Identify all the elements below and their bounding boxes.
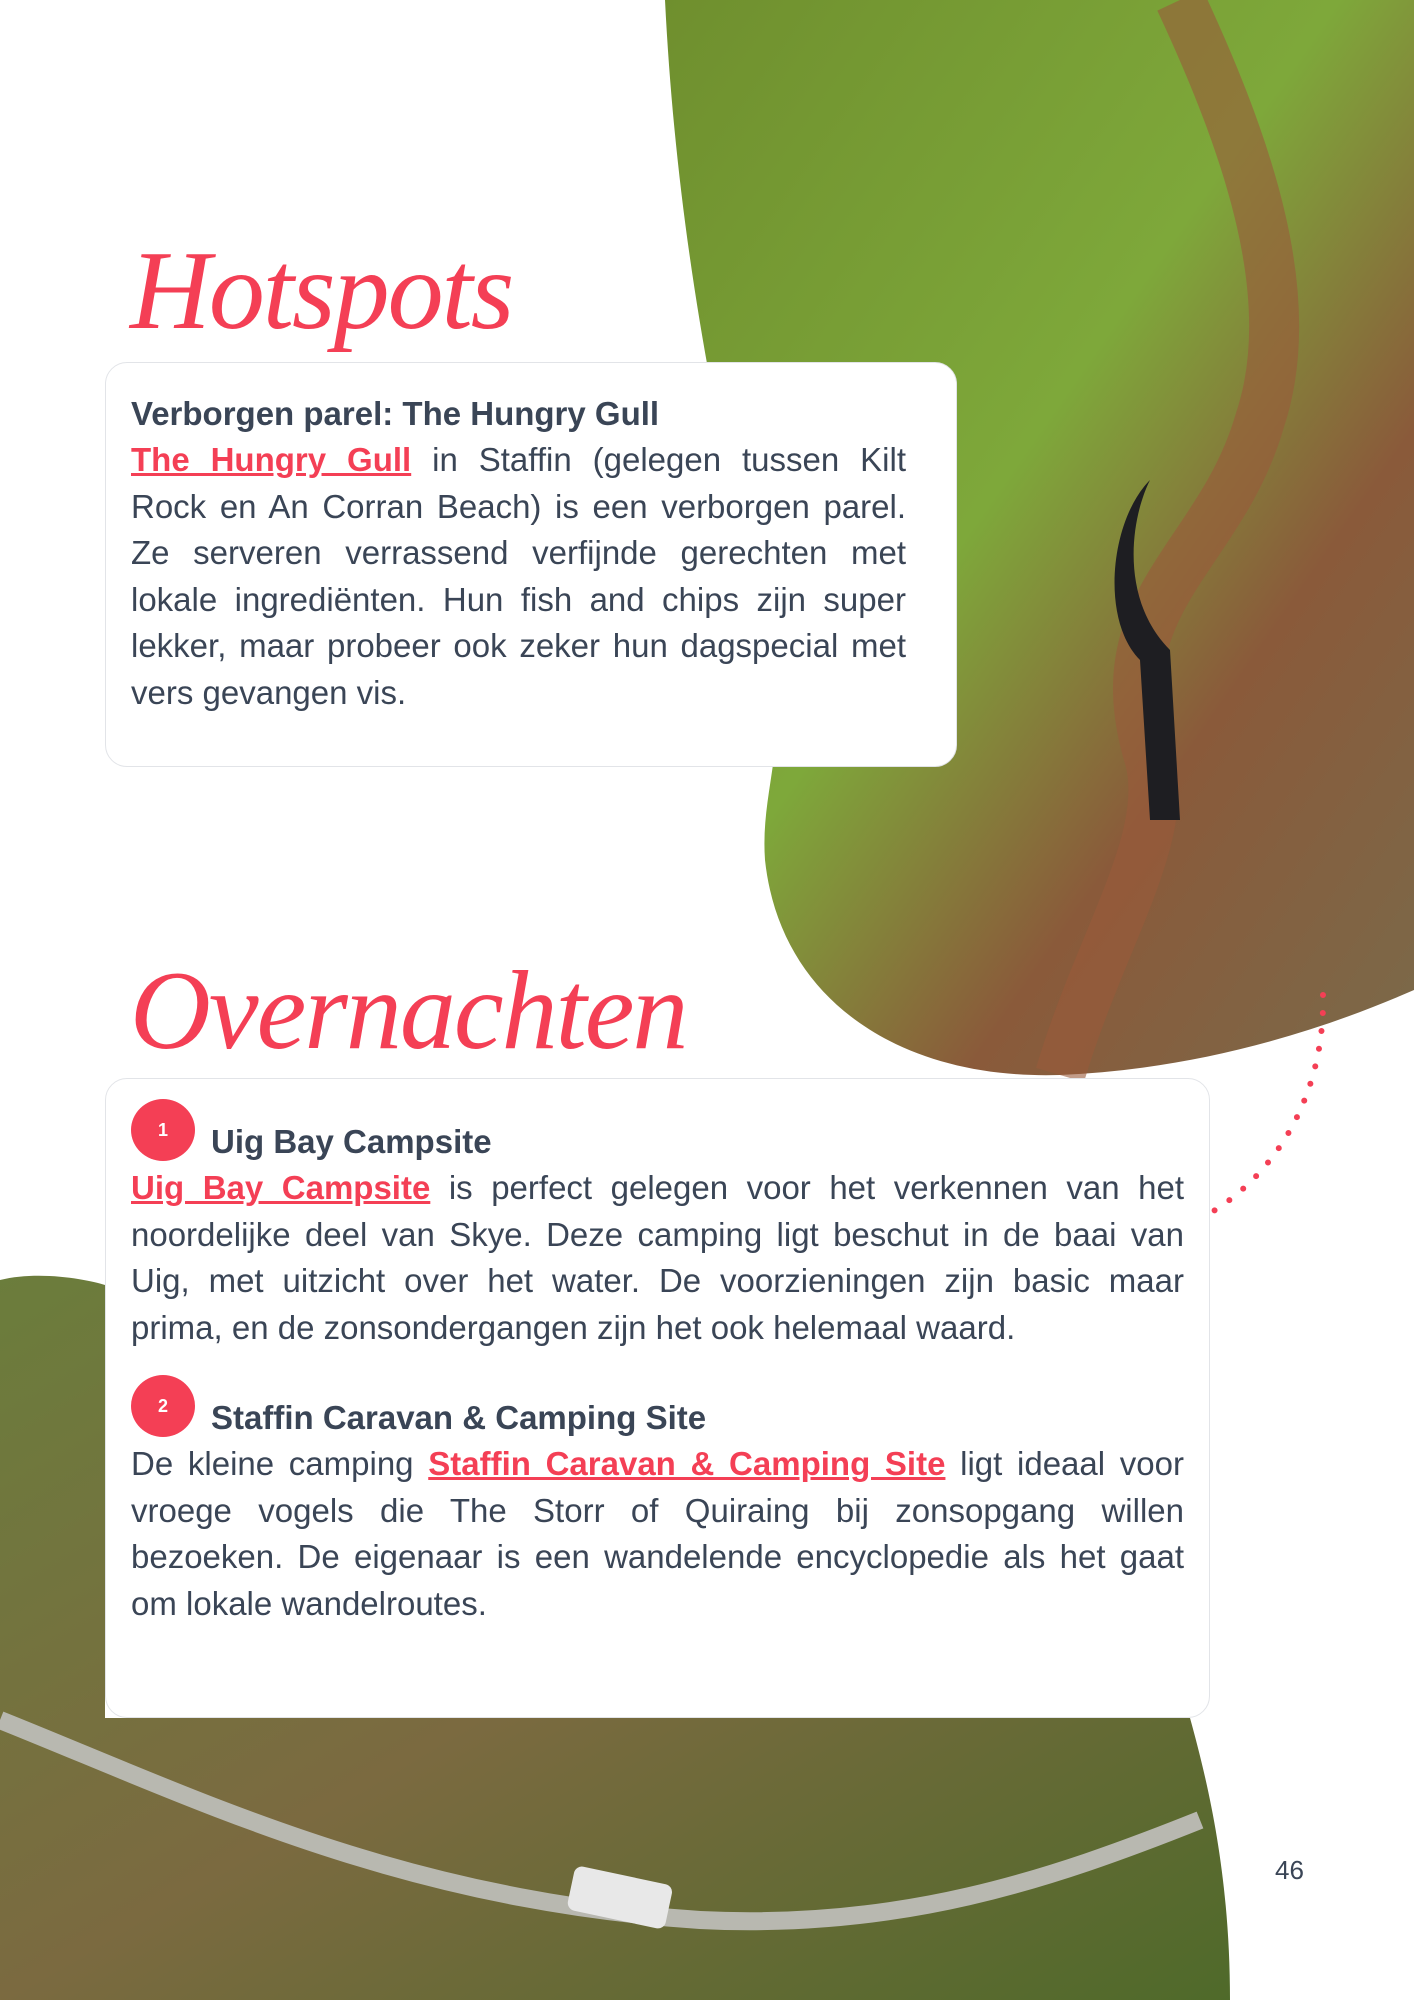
staffin-link[interactable]: Staffin Caravan & Camping Site	[428, 1445, 946, 1482]
page-number: 46	[1275, 1855, 1304, 1885]
overnachten-card	[105, 1078, 1210, 1718]
campsite-text: De kleine camping Staffin Caravan & Camping Site ligt ideaal voor vroege vogels die The Storr of Quiraing bij zonsopgang willen bezoeken. De eigenaar is een wandelende encyclopedie als het gaat om lokale wandelroutes.	[131, 1445, 1184, 1622]
hotspot-heading: Verborgen parel: The Hungry Gull	[131, 395, 660, 432]
number-badge: 2	[131, 1375, 195, 1437]
campsite-heading: Staffin Caravan & Camping Site	[211, 1399, 707, 1436]
number-badge: 1	[131, 1099, 195, 1161]
uig-bay-link[interactable]: Uig Bay Campsite	[131, 1169, 431, 1206]
campsite-text: Uig Bay Campsite is perfect gelegen voor het verkennen van het noordelijke deel van Skye. Deze camping ligt beschut in de baai van Uig, met uitzicht over het water. De voorzieningen zijn basic maar prima, en de zonsondergangen zijn het ook helemaal waard.	[131, 1169, 1184, 1346]
overnachten-title: Overnachten	[130, 949, 687, 1073]
hungry-gull-link[interactable]: The Hungry Gull	[131, 441, 412, 478]
hotspots-title: Hotspots	[130, 229, 513, 353]
campsite-heading: Uig Bay Campsite	[211, 1123, 492, 1160]
hotspot-body: in Staffin (gelegen tussen Kilt Rock en An Corran Beach) is een verborgen parel. Ze serveren verrassend verfijnde gerechten met lokale ingrediënten. Hun fish and chips zijn super lekker, maar probeer ook zeker hun dagspecial met vers gevangen vis.	[131, 441, 907, 711]
campsite-heading-row	[131, 1099, 1184, 1165]
campsite-heading-row	[131, 1375, 1184, 1441]
